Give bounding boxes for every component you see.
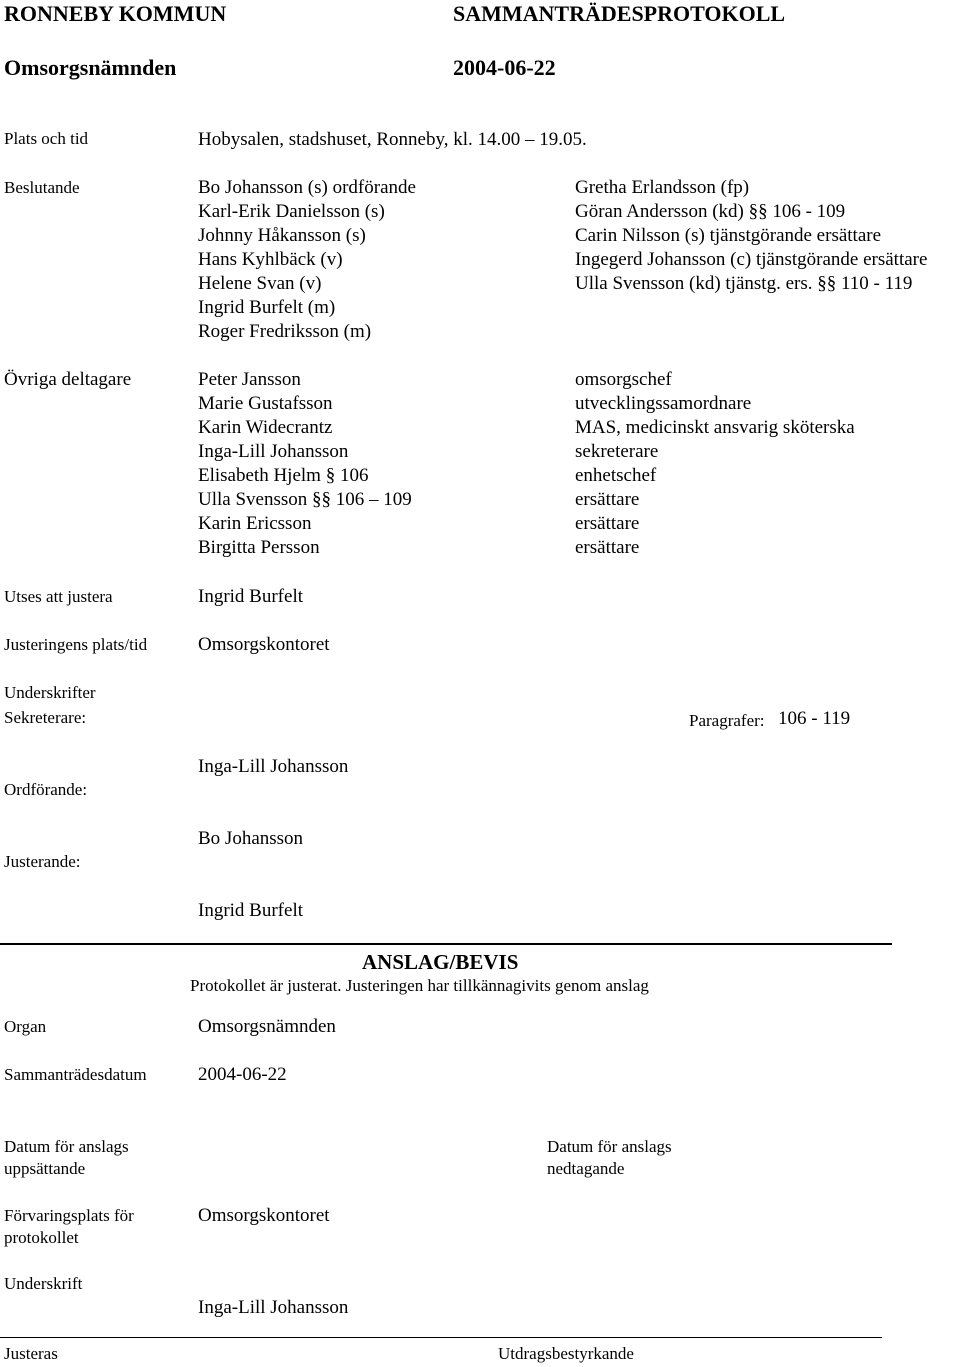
meeting-date-value: 2004-06-22 [198, 1064, 287, 1085]
participant-name: Karin Widecrantz [198, 417, 333, 438]
decision-makers-label: Beslutande [4, 178, 80, 197]
board-name: Omsorgsnämnden [4, 55, 177, 80]
secretary-label: Sekreterare: [4, 708, 87, 727]
organ-label: Organ [4, 1017, 47, 1036]
participant-role: ersättare [575, 513, 640, 534]
storage-value: Omsorgskontoret [198, 1205, 330, 1226]
decision-maker: Ingrid Burfelt (m) [198, 297, 336, 318]
chair-label: Ordförande: [4, 780, 88, 799]
posted-date-label: Datum för anslags [4, 1137, 129, 1156]
document-type: SAMMANTRÄDESPROTOKOLL [453, 1, 786, 26]
place-label: Plats och tid [4, 129, 89, 148]
participant-name: Karin Ericsson [198, 513, 312, 534]
decision-maker: Ulla Svensson (kd) tjänstg. ers. §§ 110 - 119 [575, 273, 913, 294]
footer-divider [0, 1337, 882, 1338]
adjuster-signature-name: Ingrid Burfelt [198, 900, 304, 921]
participant-role: ersättare [575, 537, 640, 558]
meeting-date: 2004-06-22 [453, 55, 556, 80]
paragraphs-value: 106 - 119 [778, 708, 851, 729]
participant-name: Elisabeth Hjelm § 106 [198, 465, 369, 486]
adjuster-label: Utses att justera [4, 587, 113, 606]
participant-role: utvecklingssamordnare [575, 393, 752, 414]
participant-name: Peter Jansson [198, 369, 301, 390]
decision-maker: Carin Nilsson (s) tjänstgörande ersättare [575, 225, 882, 246]
footer-right: Utdragsbestyrkande [498, 1344, 634, 1363]
participant-name: Marie Gustafsson [198, 393, 333, 414]
municipality-name: RONNEBY KOMMUN [4, 1, 227, 26]
storage-label-line2: protokollet [4, 1228, 79, 1247]
storage-label: Förvaringsplats för [4, 1206, 134, 1225]
decision-maker: Ingegerd Johansson (c) tjänstgörande ersättare [575, 249, 928, 270]
others-label: Övriga deltagare [4, 369, 132, 390]
notice-statement: Protokollet är justerat. Justeringen har tillkännagivits genom anslag [190, 976, 649, 995]
decision-maker: Bo Johansson (s) ordförande [198, 177, 416, 198]
meeting-date-label: Sammanträdesdatum [4, 1065, 147, 1084]
decision-maker: Göran Andersson (kd) §§ 106 - 109 [575, 201, 846, 222]
signature-name: Inga-Lill Johansson [198, 1297, 349, 1318]
signature-label: Underskrift [4, 1274, 83, 1293]
organ-value: Omsorgsnämnden [198, 1016, 336, 1037]
participant-name: Inga-Lill Johansson [198, 441, 349, 462]
adjust-place-value: Omsorgskontoret [198, 634, 330, 655]
adjuster-signature-label: Justerande: [4, 852, 81, 871]
footer-left: Justeras [4, 1344, 58, 1363]
decision-maker: Karl-Erik Danielsson (s) [198, 201, 385, 222]
decision-maker: Hans Kyhlbäck (v) [198, 249, 343, 270]
removed-date-label: Datum för anslags [547, 1137, 672, 1156]
notice-title: ANSLAG/BEVIS [362, 950, 519, 974]
decision-maker: Helene Svan (v) [198, 273, 322, 294]
participant-role: omsorgschef [575, 369, 672, 390]
decision-maker: Roger Fredriksson (m) [198, 321, 372, 342]
participant-role: enhetschef [575, 465, 657, 486]
participant-role: ersättare [575, 489, 640, 510]
participant-name: Birgitta Persson [198, 537, 320, 558]
participant-role: MAS, medicinskt ansvarig sköterska [575, 417, 855, 438]
paragraphs-label: Paragrafer: [689, 711, 765, 730]
participant-role: sekreterare [575, 441, 659, 462]
removed-date-label-line2: nedtagande [547, 1159, 625, 1178]
decision-maker: Johnny Håkansson (s) [198, 225, 366, 246]
adjust-place-label: Justeringens plats/tid [4, 635, 148, 654]
participant-name: Ulla Svensson §§ 106 – 109 [198, 489, 412, 510]
posted-date-label-line2: uppsättande [4, 1159, 86, 1178]
chair-name: Bo Johansson [198, 828, 304, 849]
adjuster-value: Ingrid Burfelt [198, 586, 304, 607]
place-value: Hobysalen, stadshuset, Ronneby, kl. 14.00 – 19.05. [198, 129, 587, 150]
notice-divider [0, 943, 892, 945]
decision-maker: Gretha Erlandsson (fp) [575, 177, 750, 198]
secretary-name: Inga-Lill Johansson [198, 756, 349, 777]
signatures-heading: Underskrifter [4, 683, 96, 702]
